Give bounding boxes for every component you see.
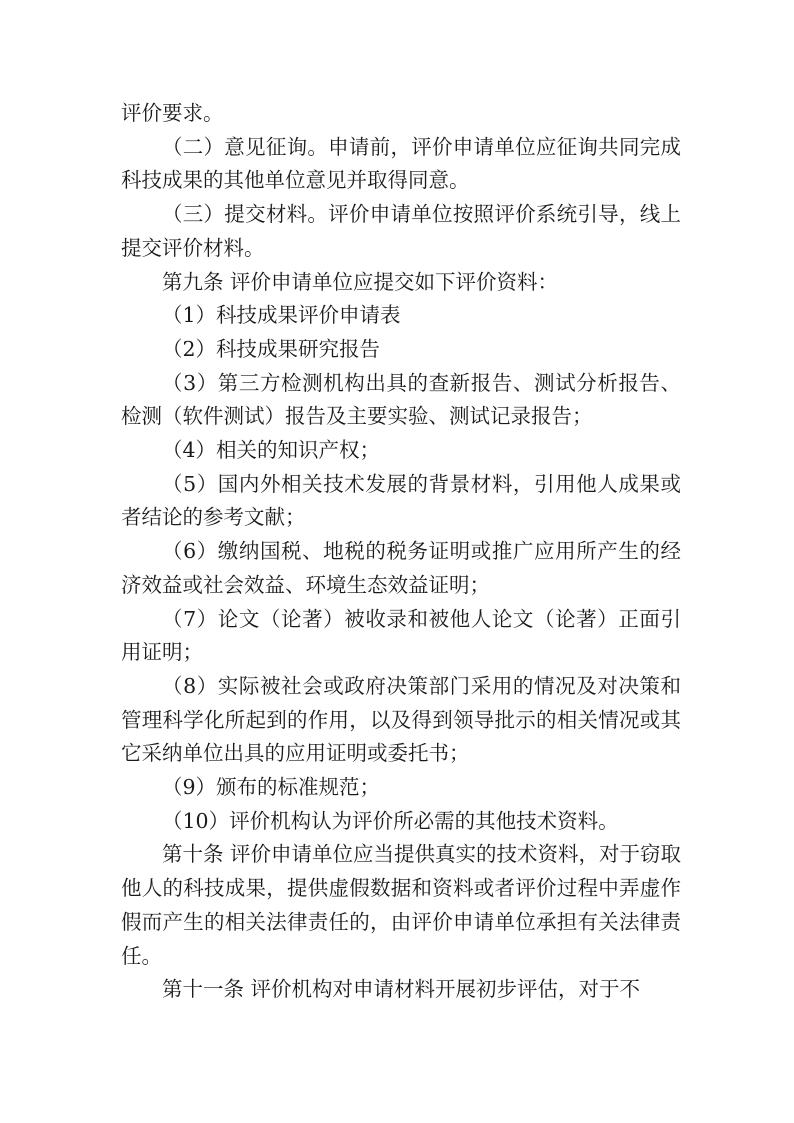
list-item-3: （3）第三方检测机构出具的查新报告、测试分析报告、检测（软件测试）报告及主要实验、测试记录报告； <box>121 370 681 429</box>
paragraph-opinion-consultation: （二）意见征询。申请前，评价申请单位应征询共同完成科技成果的其他单位意见并取得同意。 <box>121 134 681 193</box>
article-10: 第十条 评价申请单位应当提供真实的技术资料，对于窃取他人的科技成果，提供虚假数据和资料或者评价过程中弄虚作假而产生的相关法律责任的，由评价申请单位承担有关法律责任。 <box>121 842 682 968</box>
article-9-heading: 第九条 评价申请单位应提交如下评价资料： <box>162 269 559 294</box>
list-item-2: （2）科技成果研究报告 <box>162 336 381 361</box>
list-item-5: （5）国内外相关技术发展的背景材料，引用他人成果或者结论的参考文献； <box>121 471 681 530</box>
list-item-9: （9）颁布的标准规范； <box>162 775 381 800</box>
list-item-4: （4）相关的知识产权； <box>162 438 381 463</box>
list-item-7: （7）论文（论著）被收录和被他人论文（论著）正面引用证明； <box>121 606 681 665</box>
paragraph-submit-materials: （三）提交材料。评价申请单位按照评价系统引导，线上提交评价材料。 <box>121 202 681 260</box>
paragraph-continuation: 评价要求。 <box>121 101 224 125</box>
list-item-1: （1）科技成果评价申请表 <box>162 303 401 328</box>
list-item-10: （10）评价机构认为评价所必需的其他技术资料。 <box>162 808 619 833</box>
list-item-6: （6）缴纳国税、地税的税务证明或推广应用所产生的经济效益或社会效益、环境生态效益证明； <box>121 539 681 597</box>
document-body <box>121 97 681 1007</box>
article-11: 第十一条 评价机构对申请材料开展初步评估，对于不 <box>162 977 641 1002</box>
list-item-8: （8）实际被社会或政府决策部门采用的情况及对决策和管理科学化所起到的作用，以及得到领导批示的相关情况或其它采纳单位出具的应用证明或委托书； <box>121 673 681 766</box>
